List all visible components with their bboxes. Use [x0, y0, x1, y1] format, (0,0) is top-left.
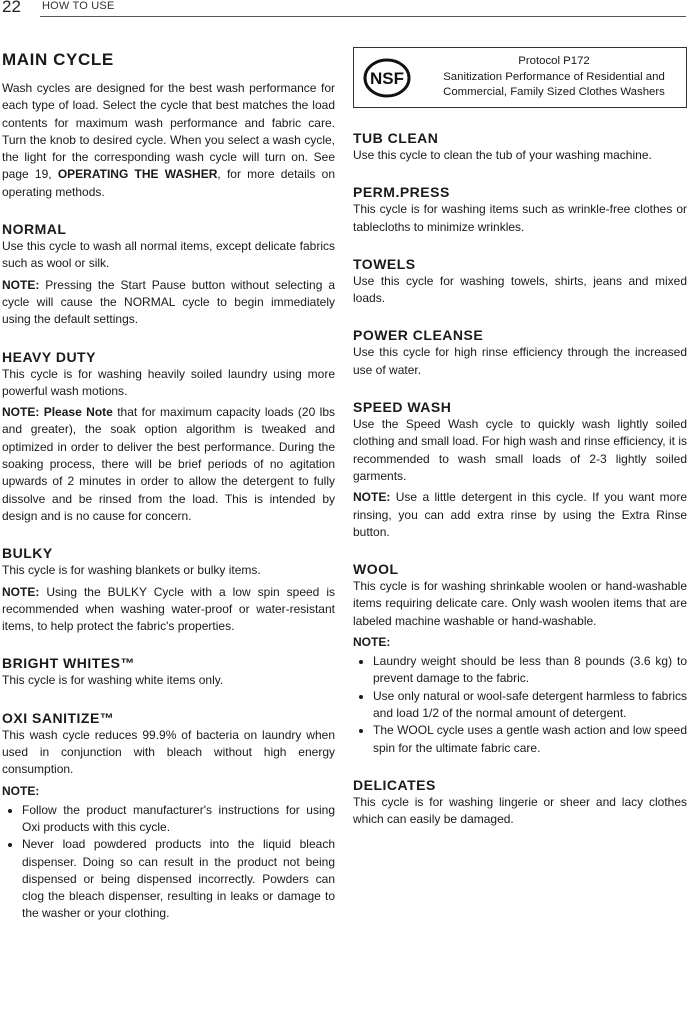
delicates-text: This cycle is for washing lingerie or sheer and lacy clothes which can easily be damaged.	[353, 794, 687, 827]
wool-text: This cycle is for washing shrinkable woolen or hand-washable items requiring delicate care. Only wash woolen items that are labeled machine washable or hand-washable.	[353, 579, 687, 628]
list-item: • Use only natural or wool-safe detergent harmless to fabrics and load 1/2 of the normal amount of detergent.	[373, 688, 687, 723]
perm-press-title: PERM.PRESS	[353, 184, 450, 201]
delicates-title: DELICATES	[353, 776, 436, 793]
oxi-sanitize-text: This wash cycle reduces 99.9% of bacteria on laundry when used in conjunction with bleach without high energy consumption.	[2, 727, 335, 777]
nsf-description	[428, 54, 680, 101]
normal-title: NORMAL	[2, 221, 67, 238]
nsf-line-3: Commercial, Family Sized Clothes Washers	[443, 86, 665, 98]
header-rule	[40, 16, 686, 17]
power-cleanse-text: Use this cycle for high rinse efficiency through the increased use of water.	[353, 345, 687, 377]
operating-washer-reference: OPERATING THE WASHER	[57, 167, 218, 182]
oxi-sanitize-section	[2, 710, 335, 923]
intro-section	[2, 80, 335, 201]
bulky-note: NOTE: Using the BULKY Cycle with a low spin speed is recommended when washing water-proof or water-resistant items, to help protect the fabric's properties.	[2, 584, 335, 634]
oxi-note-list	[2, 802, 335, 923]
tub-clean-title: TUB CLEAN	[353, 130, 439, 146]
heavy-duty-note: NOTE: Please Note that for maximum capacity loads (20 lbs and greater), the soak option algorithm is tweaked and optimized in order to deliver the best performance. During the soaking process, there will be brief periods of no agitation upwards of 2 minutes in order to allow the detergent to fully dissolve and be rinsed from the load. This is intended by design and is no cause for concern.	[2, 405, 335, 523]
normal-section	[2, 221, 335, 328]
tub-clean-text: Use this cycle to clean the tub of your washing machine.	[353, 148, 652, 162]
towels-title: TOWELS	[353, 255, 416, 272]
nsf-logo-text: NSF	[370, 69, 404, 88]
oxi-sanitize-title: OXI SANITIZE™	[2, 709, 115, 726]
intro-paragraph: Wash cycles are designed for the best wash performance for each type of load. Select the cycle that best matches the load contents for maximum wash performance and fabric care. Turn the knob to desired cycle. When you select a wash cycle, the light for the corresponding wash cycle will turn on. See page 19, OPERATING THE WASHER, for more details on operating methods.	[2, 81, 335, 199]
speed-wash-text: Use the Speed Wash cycle to quickly wash lightly soiled clothing and small load. For high wash and rinse efficiency, it is recommended to wash small loads of 2-3 lightly soiled garments.	[353, 417, 687, 483]
towels-text: Use this cycle for washing towels, shirts, jeans and mixed loads.	[353, 273, 687, 306]
power-cleanse-section	[353, 327, 687, 379]
heavy-duty-text: This cycle is for washing heavily soiled laundry using more powerful wash motions.	[2, 366, 335, 398]
bright-whites-section	[2, 655, 335, 689]
tub-clean-section	[353, 130, 687, 164]
nsf-line-2: Sanitization Performance of Residential and	[443, 70, 665, 83]
bright-whites-title: BRIGHT WHITES™	[2, 655, 135, 672]
perm-press-section	[353, 184, 687, 236]
right-column	[353, 47, 687, 848]
power-cleanse-title: POWER CLEANSE	[353, 327, 484, 344]
wool-section	[353, 561, 687, 757]
wool-title: WOOL	[353, 561, 399, 578]
bright-whites-text: This cycle is for washing white items only.	[2, 673, 224, 688]
perm-press-text: This cycle is for washing items such as wrinkle-free clothes or tablecloths to minimize wrinkles.	[353, 202, 687, 234]
main-cycle-title: MAIN CYCLE	[2, 50, 114, 69]
wool-note-list	[353, 653, 687, 757]
delicates-section	[353, 777, 687, 829]
page-number: 22	[2, 0, 21, 16]
oxi-note-label: NOTE:	[2, 783, 40, 798]
nsf-line-1: Protocol P172	[518, 55, 590, 67]
bulky-text: This cycle is for washing blankets or bulky items.	[2, 563, 261, 578]
bulky-title: BULKY	[2, 545, 53, 562]
page-header	[0, 0, 690, 20]
towels-section	[353, 256, 687, 308]
nsf-logo-icon	[363, 58, 411, 98]
list-item: • Laundry weight should be less than 8 pounds (3.6 kg) to prevent damage to the fabric.	[373, 653, 687, 688]
list-item: • The WOOL cycle uses a gentle wash action and low speed spin for the ultimate fabric care.	[373, 722, 687, 757]
nsf-certification-box	[353, 47, 687, 108]
list-item: • Follow the product manufacturer's instructions for using Oxi products with this cycle.	[22, 802, 335, 837]
left-column	[2, 50, 335, 943]
speed-wash-title: SPEED WASH	[353, 399, 452, 416]
wool-note-label: NOTE:	[353, 635, 391, 650]
speed-wash-section	[353, 399, 687, 541]
speed-wash-note: NOTE: Use a little detergent in this cycle. If you want more rinsing, you can add extra rinse by using the Extra Rinse button.	[353, 490, 687, 539]
bulky-section	[2, 545, 335, 635]
header-title: HOW TO USE	[42, 0, 115, 12]
list-item: • Never load powdered products into the liquid bleach dispenser. Doing so can result in the product not being dispensed or being dispensed incorrectly. Powders can clog the bleach dispenser, resulting in leaks or damage to the washer or your clothing.	[22, 836, 335, 922]
heavy-duty-section	[2, 349, 335, 526]
normal-text: Use this cycle to wash all normal items, except delicate fabrics such as wool or silk.	[2, 239, 335, 271]
normal-note: NOTE: Pressing the Start Pause button without selecting a cycle will cause the NORMAL cycle to begin immediately using the default settings.	[2, 277, 335, 327]
heavy-duty-title: HEAVY DUTY	[2, 348, 96, 365]
